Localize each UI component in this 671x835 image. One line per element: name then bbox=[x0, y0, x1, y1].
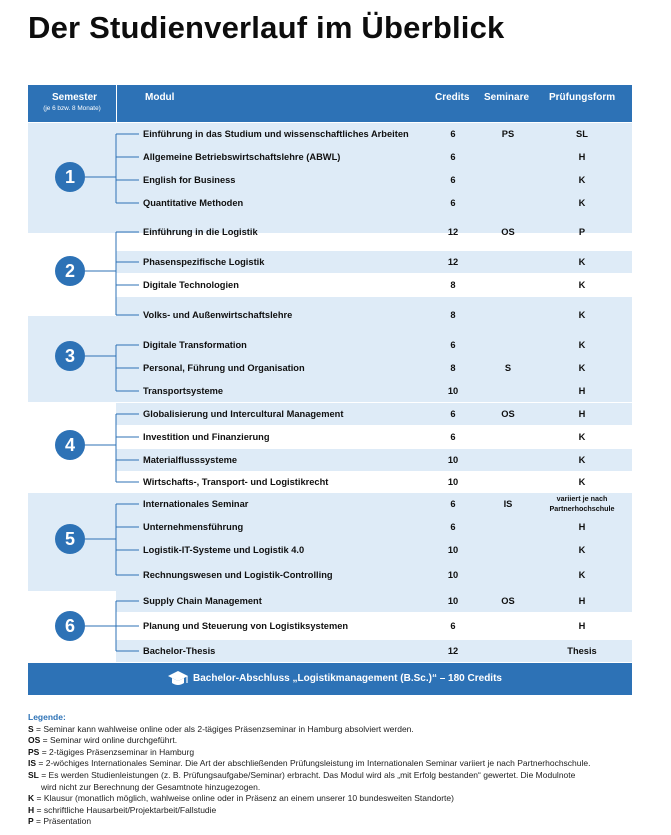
module-exam: H bbox=[578, 522, 586, 532]
module-credits: 6 bbox=[450, 198, 456, 208]
semester-badge-3: 3 bbox=[55, 341, 85, 371]
module-name: Supply Chain Management bbox=[143, 596, 262, 606]
header-semester: Semester bbox=[52, 92, 98, 103]
module-seminar: IS bbox=[503, 499, 513, 509]
module-credits: 8 bbox=[450, 280, 456, 290]
module-credits: 6 bbox=[450, 621, 456, 631]
header-seminare: Seminare bbox=[484, 92, 530, 103]
module-name: Bachelor-Thesis bbox=[143, 646, 216, 656]
module-exam: K bbox=[578, 257, 586, 267]
page-title: Der Studienverlauf im Überblick bbox=[28, 10, 505, 45]
module-credits: 10 bbox=[447, 570, 459, 580]
module-credits: 6 bbox=[450, 432, 456, 442]
module-name: Einführung in die Logistik bbox=[143, 227, 258, 237]
module-name: Quantitative Methoden bbox=[143, 198, 244, 208]
module-name: Einführung in das Studium und wissenschaftliches Arbeiten bbox=[143, 129, 409, 139]
module-name: Phasenspezifische Logistik bbox=[143, 257, 265, 267]
legend-key: SL bbox=[28, 769, 39, 780]
legend-text: = Seminar wird online durchgeführt. bbox=[40, 735, 178, 746]
module-credits: 10 bbox=[447, 477, 459, 487]
module-name: Logistik-IT-Systeme und Logistik 4.0 bbox=[143, 545, 305, 555]
module-exam: variiert je nach Partnerhochschule bbox=[549, 494, 615, 513]
module-exam: H bbox=[578, 621, 586, 631]
module-exam: P bbox=[578, 227, 586, 237]
module-name: Wirtschafts-, Transport- und Logistikrecht bbox=[143, 477, 329, 487]
module-name: Rechnungswesen und Logistik-Controlling bbox=[143, 570, 333, 580]
module-name: Digitale Transformation bbox=[143, 340, 247, 350]
legend-key: H bbox=[28, 804, 35, 815]
module-name: Materialflusssysteme bbox=[143, 455, 238, 465]
module-exam: SL bbox=[576, 129, 588, 139]
legend-item bbox=[28, 816, 591, 828]
module-credits: 6 bbox=[450, 522, 456, 532]
legend-text: = schriftliche Hausarbeit/Projektarbeit/Fallstudie bbox=[34, 804, 217, 815]
module-exam: H bbox=[578, 386, 586, 396]
module-exam: K bbox=[578, 477, 586, 487]
semester-badge-5: 5 bbox=[55, 524, 85, 554]
module-exam: K bbox=[578, 175, 586, 185]
legend-text: = 2-tägiges Präsenzseminar in Hamburg bbox=[39, 746, 195, 757]
legend-text: = Seminar kann wahlweise online oder als 2-tägiges Präsenzseminar in Hamburg absolviert werden. bbox=[33, 723, 414, 734]
graduation-cap-icon bbox=[168, 670, 188, 688]
module-name: Digitale Technologien bbox=[143, 280, 239, 290]
module-exam: H bbox=[578, 152, 586, 162]
module-exam: H bbox=[578, 596, 586, 606]
module-exam: H bbox=[578, 409, 586, 419]
module-name: Planung und Steuerung von Logistiksystemen bbox=[143, 621, 349, 631]
legend-item bbox=[28, 758, 591, 770]
legend-item bbox=[28, 724, 591, 736]
module-seminar: OS bbox=[501, 409, 515, 419]
module-exam: K bbox=[578, 280, 586, 290]
legend-item bbox=[28, 770, 591, 782]
module-exam: K bbox=[578, 340, 586, 350]
module-name: Personal, Führung und Organisation bbox=[143, 363, 305, 373]
header-modul: Modul bbox=[145, 92, 175, 103]
module-credits: 12 bbox=[447, 257, 459, 267]
header-semester-sub: (je 6 bzw. 8 Monate) bbox=[43, 105, 101, 112]
legend-item bbox=[28, 805, 591, 817]
legend-key: S bbox=[28, 723, 34, 734]
legend-key: K bbox=[28, 793, 35, 804]
module-seminar: PS bbox=[501, 129, 515, 139]
header-pruefungsform: Prüfungsform bbox=[549, 92, 616, 103]
module-credits: 6 bbox=[450, 129, 456, 139]
module-exam: K bbox=[578, 570, 586, 580]
module-name: Volks- und Außenwirtschaftslehre bbox=[143, 310, 293, 320]
module-credits: 10 bbox=[447, 386, 459, 396]
module-name: Unternehmensführung bbox=[143, 522, 244, 532]
module-credits: 10 bbox=[447, 455, 459, 465]
module-name: Investition und Finanzierung bbox=[143, 432, 270, 442]
module-credits: 10 bbox=[447, 545, 459, 555]
legend-text: = Präsentation bbox=[33, 816, 92, 827]
module-credits: 6 bbox=[450, 499, 456, 509]
legend-item bbox=[28, 735, 591, 747]
module-credits: 12 bbox=[447, 227, 459, 237]
legend-key: OS bbox=[28, 735, 41, 746]
legend-item bbox=[28, 793, 591, 805]
module-credits: 6 bbox=[450, 340, 456, 350]
module-name: Internationales Seminar bbox=[143, 499, 249, 509]
module-name: Allgemeine Betriebswirtschaftslehre (ABWL) bbox=[143, 152, 341, 162]
legend-text: = Es werden Studienleistungen (z. B. Prüfungsaufgabe/Seminar) erbracht. Das Modul wird als „mit Erfolg bestanden“ gewertet. Die Modulnote bbox=[38, 769, 576, 780]
module-exam: Thesis bbox=[567, 646, 597, 656]
module-credits: 12 bbox=[447, 646, 459, 656]
semester-badge-6: 6 bbox=[55, 611, 85, 641]
module-exam: K bbox=[578, 545, 586, 555]
module-exam: K bbox=[578, 363, 586, 373]
semester-badge-2: 2 bbox=[55, 256, 85, 286]
module-exam: K bbox=[578, 198, 586, 208]
module-credits: 10 bbox=[447, 596, 459, 606]
degree-text: Bachelor-Abschluss „Logistikmanagement (B.Sc.)“ – 180 Credits bbox=[193, 673, 502, 684]
module-credits: 8 bbox=[450, 310, 456, 320]
module-credits: 6 bbox=[450, 175, 456, 185]
legend-key: P bbox=[28, 816, 34, 827]
module-seminar: S bbox=[504, 363, 512, 373]
module-exam: K bbox=[578, 310, 586, 320]
module-name: English for Business bbox=[143, 175, 236, 185]
legend-title: Legende: bbox=[28, 712, 66, 722]
legend-text: = 2-wöchiges Internationales Seminar. Die Art der abschließenden Prüfungsleistung im Internationalen Seminar variiert je nach Partnerhochschule. bbox=[36, 758, 591, 769]
module-name: Transportsysteme bbox=[143, 386, 224, 396]
module-credits: 6 bbox=[450, 409, 456, 419]
legend-item bbox=[28, 747, 591, 759]
module-name: Globalisierung und Intercultural Management bbox=[143, 409, 344, 419]
module-seminar: OS bbox=[501, 596, 515, 606]
module-seminar: OS bbox=[501, 227, 515, 237]
legend bbox=[28, 712, 591, 828]
module-credits: 6 bbox=[450, 152, 456, 162]
module-exam: K bbox=[578, 455, 586, 465]
module-credits: 8 bbox=[450, 363, 456, 373]
degree-footer bbox=[28, 663, 632, 695]
module-exam: K bbox=[578, 432, 586, 442]
legend-text-continued: wird nicht zur Berechnung der Gesamtnote hinzugezogen. bbox=[41, 781, 261, 792]
semester-badge-1: 1 bbox=[55, 162, 85, 192]
header-credits: Credits bbox=[435, 92, 470, 103]
legend-text: = Klausur (monatlich möglich, wahlweise online oder in Präsenz an einem unserer 10 bundesweiten Standorte) bbox=[34, 793, 454, 804]
semester-badge-4: 4 bbox=[55, 430, 85, 460]
legend-key: PS bbox=[28, 746, 40, 757]
legend-key: IS bbox=[28, 758, 37, 769]
